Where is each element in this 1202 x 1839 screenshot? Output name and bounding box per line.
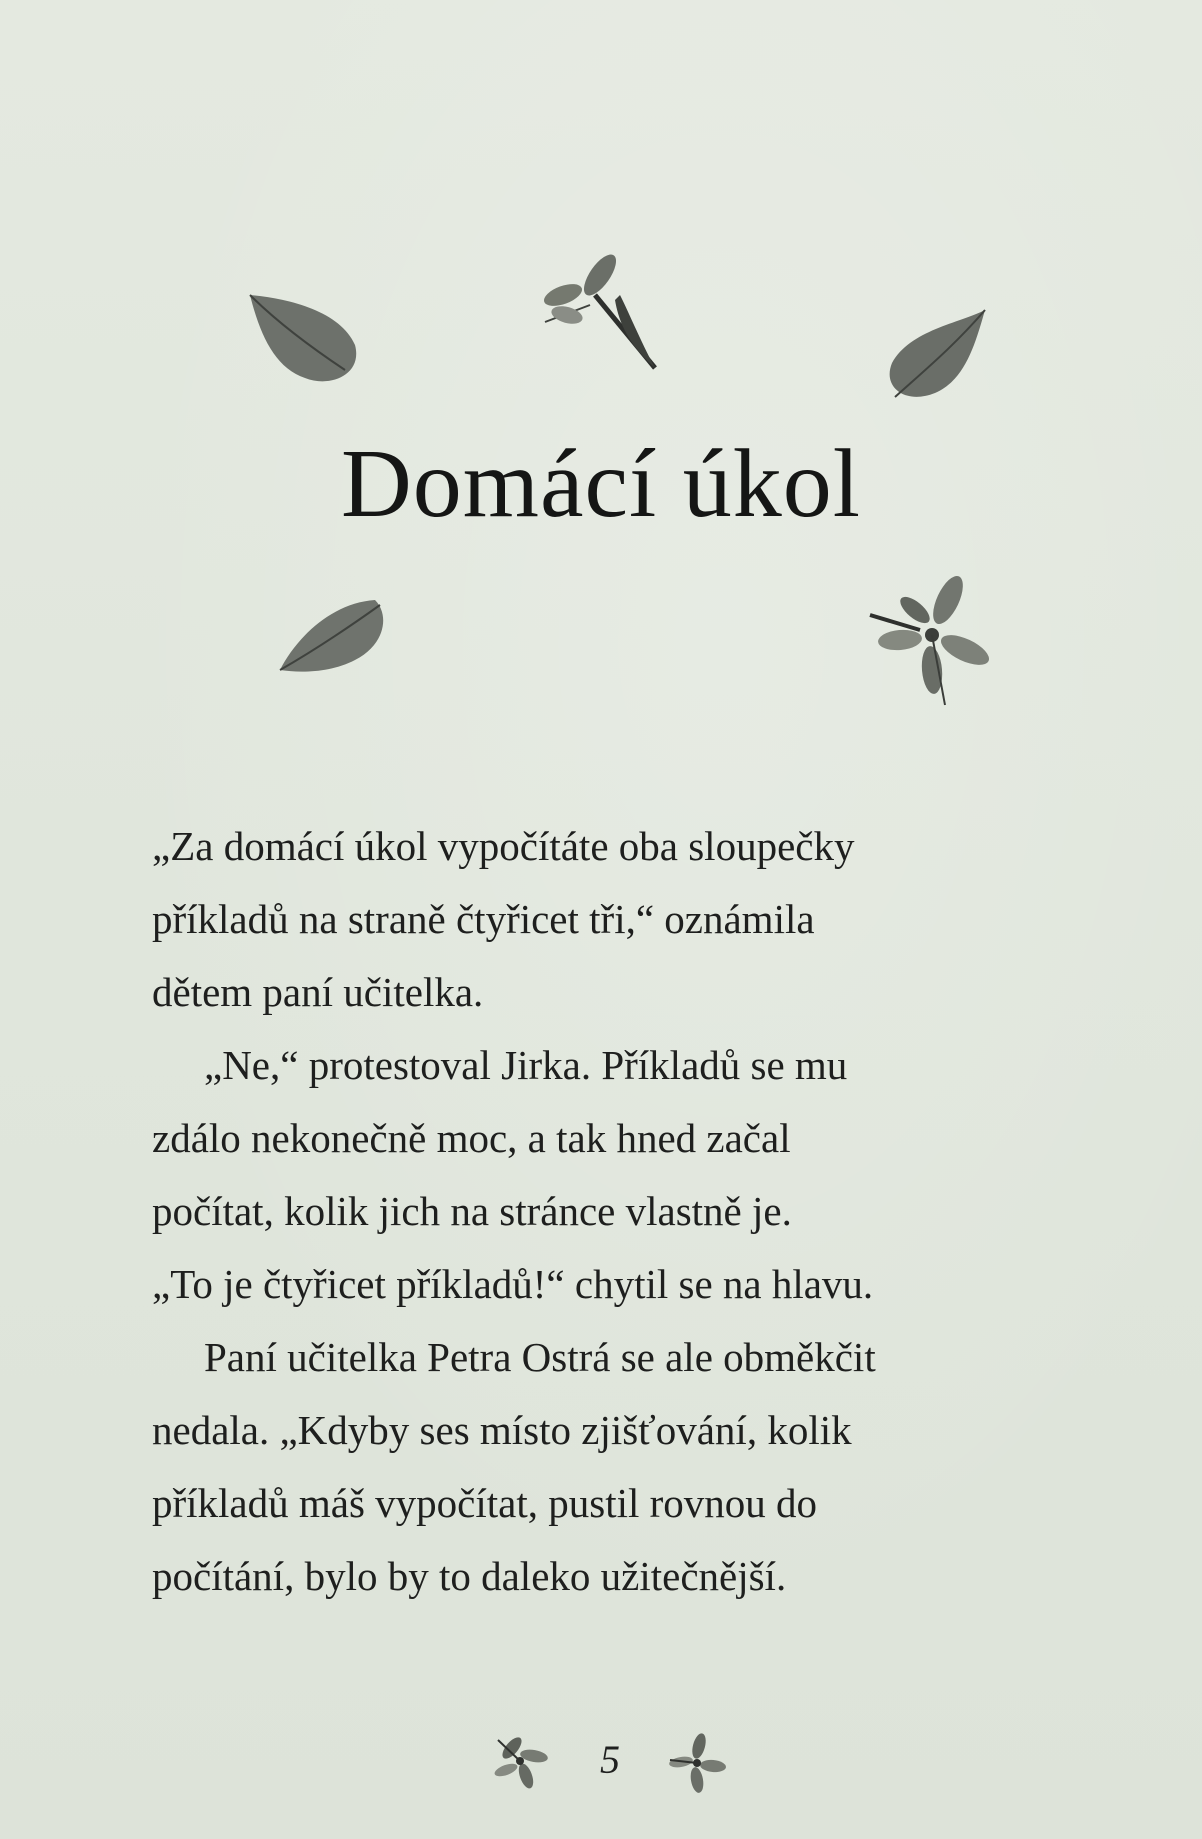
chapter-title: Domácí úkol [341, 430, 861, 538]
page-number: 5 [600, 1737, 620, 1782]
leaf-icon [275, 595, 390, 675]
body-text [152, 810, 1032, 1613]
page-footer [0, 1730, 1202, 1800]
text-line: počítání, bylo by to daleko užitečnější. [152, 1553, 787, 1599]
flower-icon [490, 1730, 555, 1795]
flower-icon [860, 570, 995, 710]
text-line: dětem paní učitelka. [152, 969, 484, 1015]
paragraph [152, 1029, 1032, 1321]
text-line: „Ne,“ protestoval Jirka. Příkladů se mu [204, 1042, 848, 1088]
leaf-icon [245, 290, 365, 390]
flower-icon [525, 250, 665, 375]
text-line: Paní učitelka Petra Ostrá se ale obměkčit [204, 1334, 876, 1380]
text-line: „To je čtyřicet příkladů!“ chytil se na hlavu. [152, 1261, 874, 1307]
text-line: příkladů na straně čtyřicet tři,“ oznámila [152, 896, 815, 942]
text-line: příkladů máš vypočítat, pustil rovnou do [152, 1480, 818, 1526]
leaf-icon [880, 305, 990, 405]
flower-icon [665, 1730, 730, 1800]
paragraph [152, 1321, 1032, 1613]
text-line: „Za domácí úkol vypočítáte oba sloupečky [152, 823, 855, 869]
text-line: počítat, kolik jich na stránce vlastně je. [152, 1188, 792, 1234]
text-line: zdálo nekonečně moc, a tak hned začal [152, 1115, 791, 1161]
text-line: nedala. „Kdyby ses místo zjišťování, kolik [152, 1407, 852, 1453]
paragraph [152, 810, 1032, 1029]
